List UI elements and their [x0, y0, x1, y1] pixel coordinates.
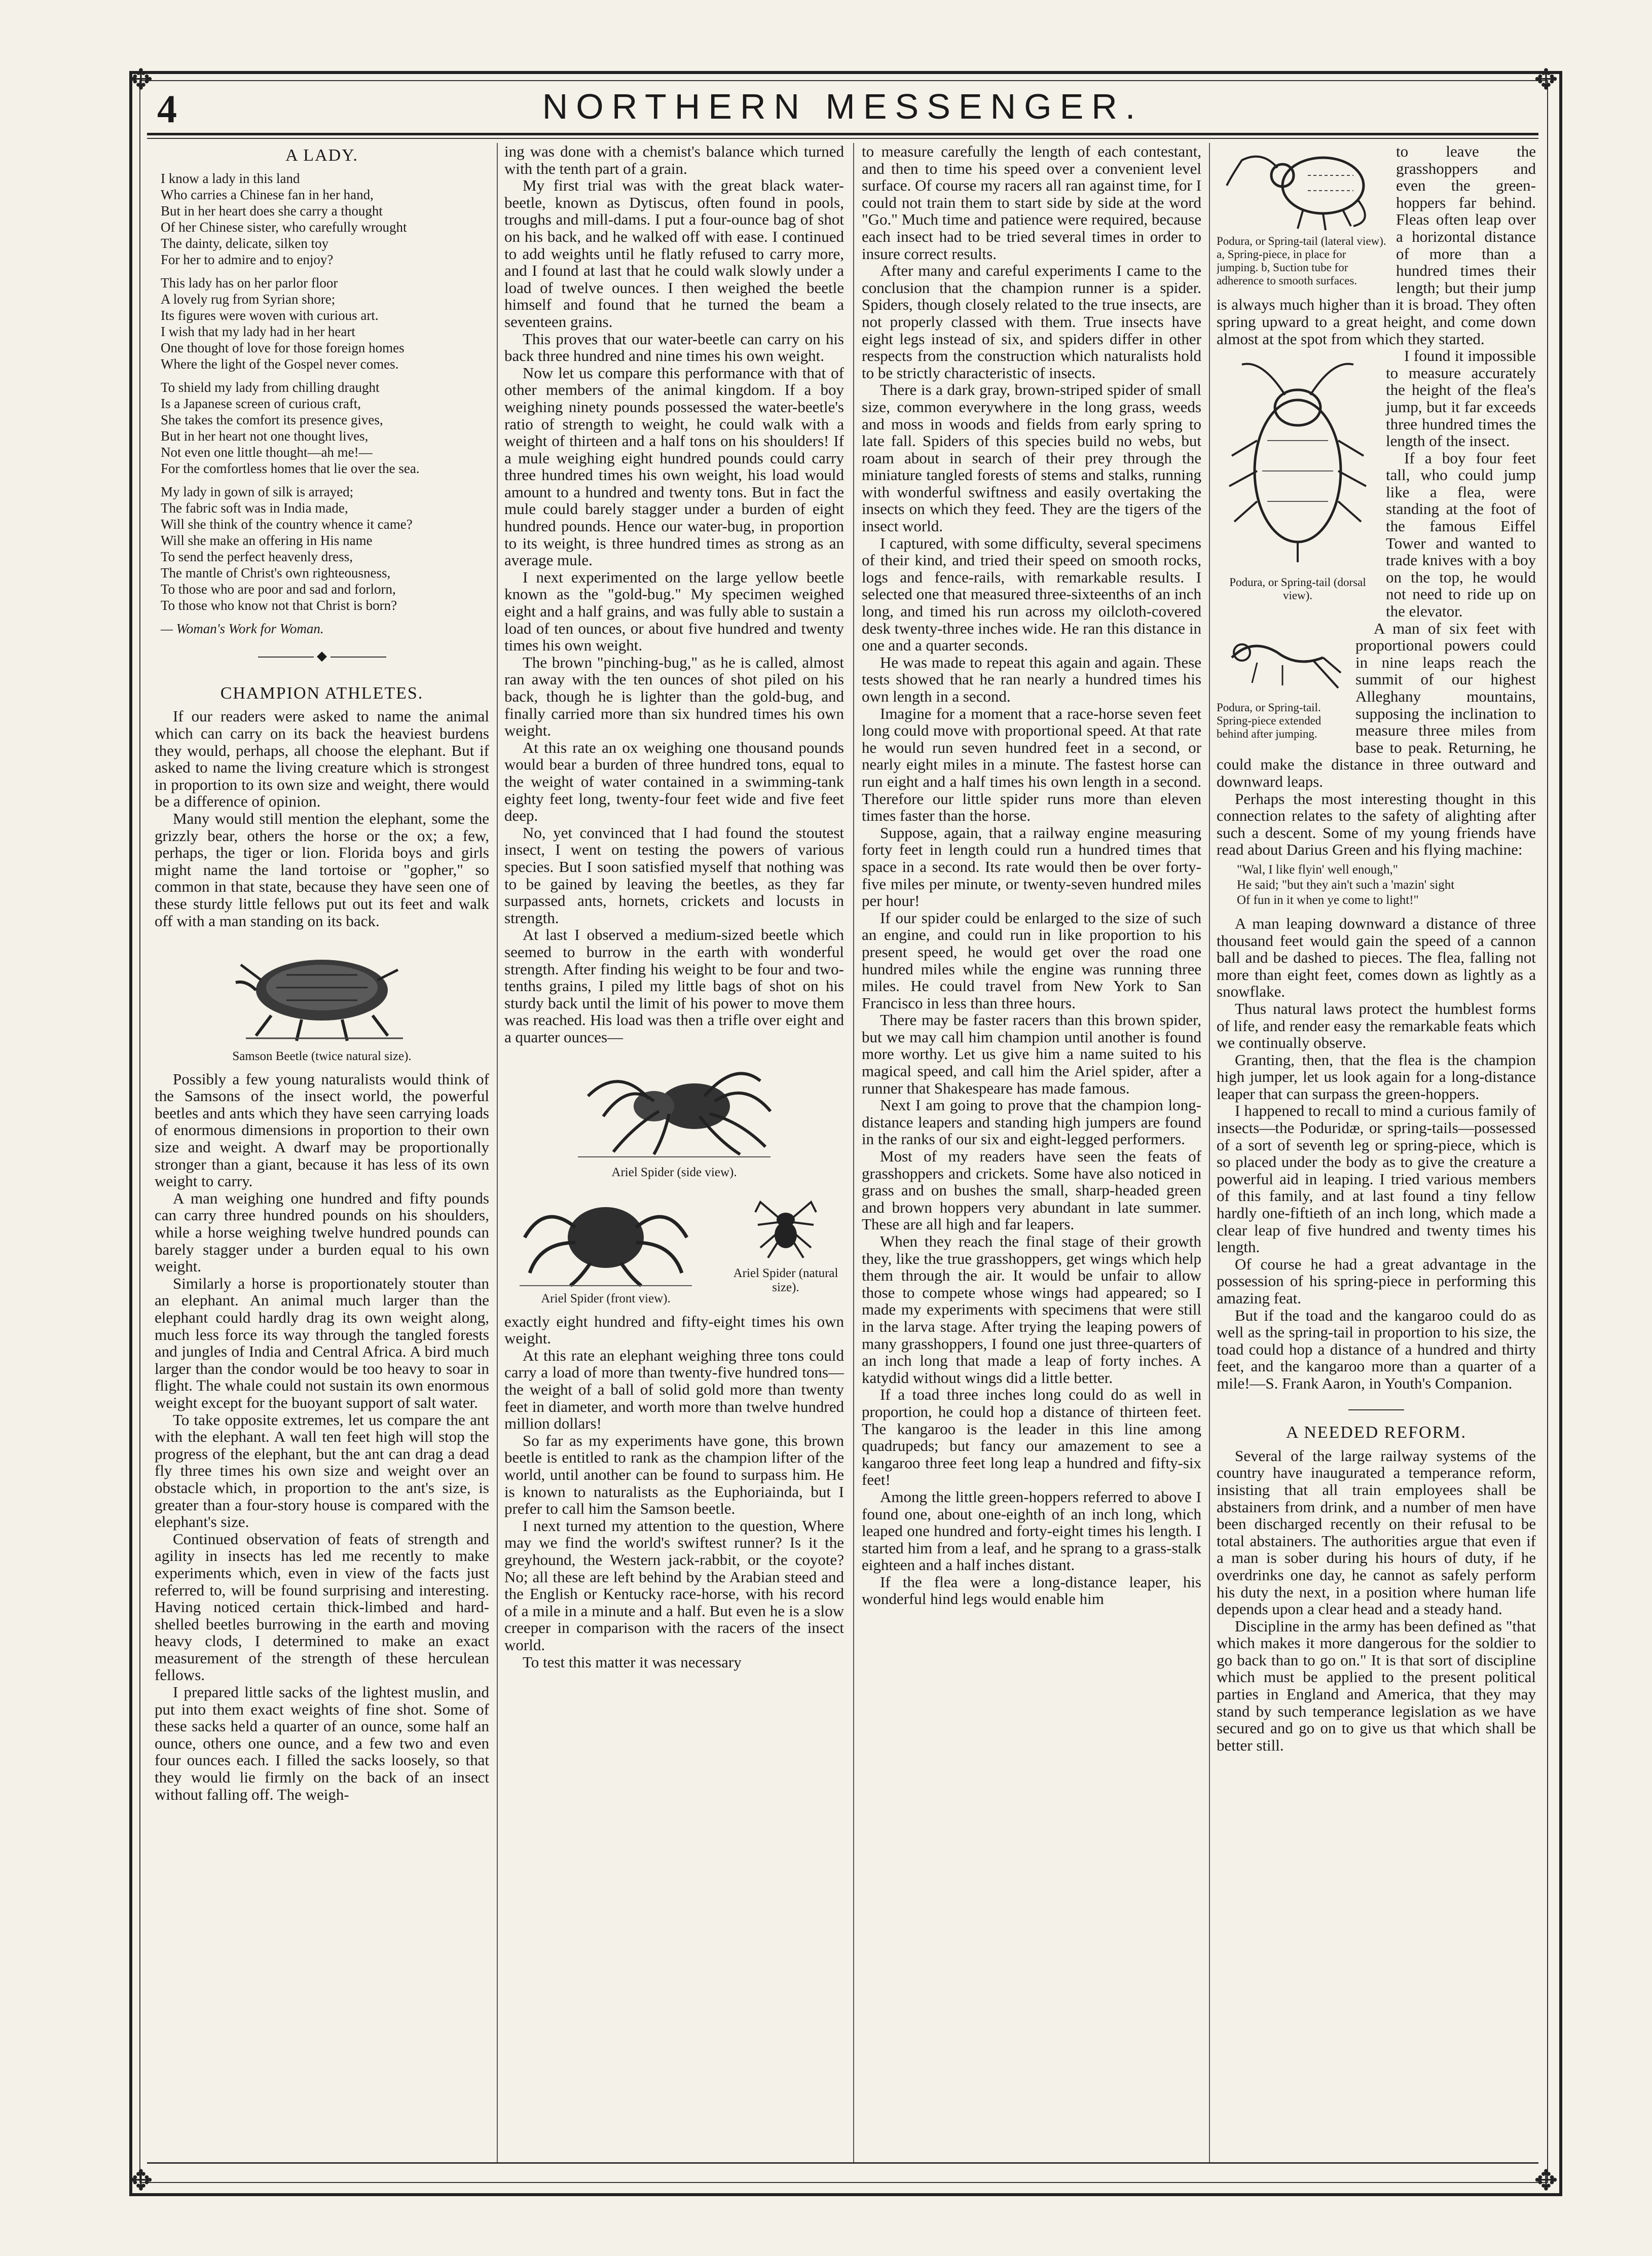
paragraph: But if the toad and the kangaroo could do as well as the spring-tail in proportion to his size, the toad could hop a distance of a hundred and thirty feet, and the kangaroo more than a quarter of a mile!—S. Frank Aaron, in Youth's Companion.: [1217, 1306, 1536, 1392]
paragraph: exactly eight hundred and fifty-eight times his own weight.: [504, 1312, 844, 1348]
quote-line: Of fun in it when ye come to light!": [1237, 893, 1419, 907]
poem-line: But in her heart does she carry a thought: [161, 203, 383, 219]
paragraph: Many would still mention the elephant, some the grizzly bear, others the horse or the ox; a few, perhaps, the tiger or lion. Florida boys and girls might name the land tortoise or "gopher," so common in that state, because they have seen one of these sturdy little fellows put out its feet and walk off with a man standing on its back.: [155, 809, 489, 930]
paragraph: At last I observed a medium-sized beetle which seemed to burrow in the earth with wonderful strength. After finding his weight to be four and two-tenths grains, I piled my little bags of shot on his sturdy back until the limit of his power to move them was reached. His load was then a trifle over eight and a quarter ounces—: [504, 926, 844, 1046]
poem-body: [161, 170, 489, 613]
paragraph: Thus natural laws protect the humblest forms of life, and render easy the remarkable feats which we continually observe.: [1217, 999, 1536, 1052]
paragraph: If our spider could be enlarged to the size of such an engine, and could run in like proportion to his present speed, he would get over the road one hundred miles while the engine was running three miles. He could travel from New York to San Francisco in less than three hours.: [862, 908, 1201, 1012]
ariel-spider-front-figure: [504, 1187, 707, 1306]
paragraph: Next I am going to prove that the champion long-distance leapers and standing high jumpers are found in the ranks of our six and eight-legged performers.: [862, 1096, 1201, 1148]
paragraph: Among the little green-hoppers referred to above I found one, about one-eighth of an inch long, which leaped one hundred and forty-eight times his length. I started him from a leaf, and he sprang to a grass-stalk eighteen and a half inches distant.: [862, 1487, 1201, 1574]
springtail-icon: [1222, 349, 1374, 572]
paragraph: There may be faster racers than this brown spider, but we may call him champion until another is found more worthy. Let us give him a name suited to his magical speed, and call him the Ariel spider, after a runner that Shakespeare has made famous.: [862, 1011, 1201, 1097]
poem-line: I wish that my lady had in her heart: [161, 323, 355, 339]
ariel-spider-side-figure: [504, 1050, 844, 1180]
poem-stanza: [161, 170, 489, 268]
article-title: CHAMPION ATHLETES.: [220, 683, 424, 703]
paragraph: There is a dark gray, brown-striped spider of small size, common everywhere in the long grass, weeds and moss in woods and fields from early spring to late fall. Spiders of this species build no webs, but roam about in search of their prey through the miniature tangled forests of stems and stalks, running with wonderful swiftness and easily overtaking the insects on which they feed. They are the tigers of the insect world.: [862, 381, 1201, 535]
podura-extended-figure: [1217, 622, 1348, 741]
poem-stanza: [161, 484, 489, 613]
bottom-rule: [147, 2162, 1538, 2164]
paragraph: I next experimented on the large yellow beetle known as the "gold-bug." My specimen weighed eight and a half grains, and was fully able to sustain a load of ten ounces, or about five hundred and twenty times his own weight.: [504, 568, 844, 654]
springtail-icon: [1222, 145, 1384, 231]
paragraph: Similarly a horse is proportionately stouter than an elephant. An animal much larger than the elephant could hardly drag its own weight along, much less force its way through the tangled forests and jungles of India and Central Africa. A bird much larger than the condor would be too heavy to soar in flight. The whale could not sustain its own enormous weight except for the buoyant support of salt water.: [155, 1274, 489, 1411]
poem-title: A LADY.: [285, 146, 358, 165]
column-3: [862, 143, 1201, 2163]
paragraph: I prepared little sacks of the lightest muslin, and put into them exact weights of fine shot. Some of these sacks held a quarter of an ounce, some half an ounce, others one ounce, and a few two and even four ounces each. I filled the sacks loosely, so that they would lie firmly on the back of an insect without falling off. The weigh-: [155, 1683, 489, 1803]
paragraph: Several of the large railway systems of the country have inaugurated a temperance reform, insisting that all train employees shall be abstainers from drink, and a number of men have been discharged recently on their refusal to be total abstainers. The authorities argue that even if a man is sober during his hours of duty, if he overdrinks one day, he cannot as safely perform his duty the next, in a position where human life depends upon a clear head and a steady hand.: [1217, 1446, 1536, 1618]
poem-stanza: [161, 379, 489, 477]
springtail-icon: [1222, 622, 1343, 698]
poem-line: To send the perfect heavenly dress,: [161, 549, 353, 564]
paragraph: to leave the grasshoppers and even the green-hoppers far behind. Fleas often leap over a horizontal distance of more than a hundred times their length; but their jump is always much higher than it is broad. They often spring upward to a great height, and come down almost at the spot from which they started.: [1217, 143, 1536, 348]
paragraph: Possibly a few young naturalists would think of the Samsons of the insect world, the powerful beetles and ants which they have seen carrying loads of enormous dimensions in proportion to their own size and weight. A dwarf may be proportionally stronger than a giant, because it has less of its own weight to carry.: [155, 1070, 489, 1190]
page-number: 4: [157, 87, 177, 131]
poem-line: The fabric soft was in India made,: [161, 500, 348, 516]
paragraph: To test this matter it was necessary: [523, 1653, 742, 1671]
paragraph: The brown "pinching-bug," as he is called, almost ran away with the ten ounces of shot piled on his back, though he is lighter than the gold-bug, and finally carried more than six hundred times his own weight.: [504, 653, 844, 740]
column-divider: [1209, 143, 1210, 2163]
podura-lateral-figure: [1217, 145, 1389, 287]
poem-line: For her to admire and to enjoy?: [161, 251, 334, 267]
verse-quote: [1237, 862, 1536, 908]
paragraph: I next turned my attention to the question, Where may we find the world's swiftest runner? Is it the greyhound, the Western jack-rabbit, or the coyote? No; all these are left behind by the Arabian steed and the English or Kentucky race-horse, with his record of a mile in a minute and a half. But even he is a slow creeper in comparison with the racers of the insect world.: [504, 1516, 844, 1654]
corner-ornament-icon: ✥: [1534, 63, 1558, 96]
paragraph: At this rate an ox weighing one thousand pounds would bear a burden of three hundred tons, equal to the weight of water contained in a swimming-tank eighty feet long, twenty-four feet wide and five feet deep.: [504, 738, 844, 825]
ariel-spider-natural-figure: [727, 1187, 844, 1306]
poem-line: Will she make an offering in His name: [161, 532, 373, 548]
poem-line: Where the light of the Gospel never comes.: [161, 356, 399, 372]
section-divider: [1217, 1400, 1536, 1417]
masthead-rule: [147, 138, 1538, 139]
figure-caption: Ariel Spider (natural size).: [733, 1266, 838, 1294]
poem-line: A lovely rug from Syrian shore;: [161, 291, 336, 307]
paragraph: A man weighing one hundred and fifty pounds can carry three hundred pounds on his shoulders, while a horse weighing twelve hundred pounds can barely stagger under a burden equal to his own weight.: [155, 1189, 489, 1276]
paragraph: He was made to repeat this again and again. These tests showed that he ran nearly a hundred times his own length in a second.: [862, 653, 1201, 705]
masthead: [147, 86, 1538, 134]
paragraph: I found it impossible to measure accurately the height of the flea's jump, but it far exceeds three hundred times the length of the insect.: [1386, 347, 1536, 450]
paragraph: No, yet convinced that I had found the stoutest insect, I went on testing the powers of various species. But I soon satisfied myself that nothing was to be gained by leaving the beetles, as they far surpassed ants, hornets, crickets and locusts in strength.: [504, 823, 844, 927]
poem-line: For the comfortless homes that lie over the sea.: [161, 460, 420, 476]
paragraph: ing was done with a chemist's balance which turned with the tenth part of a grain.: [504, 143, 844, 177]
samson-beetle-figure: [155, 934, 489, 1064]
figure-caption: Ariel Spider (front view).: [541, 1291, 671, 1305]
figure-caption: Podura, or Spring-tail (dorsal view).: [1229, 575, 1366, 602]
poem-line: Who carries a Chinese fan in her hand,: [161, 187, 374, 202]
paragraph: Granting, then, that the flea is the champion high jumper, let us look again for a long-distance leaper that can surpass the green-hoppers.: [1217, 1050, 1536, 1103]
paragraph: If the flea were a long-distance leaper, his wonderful hind legs would enable him: [862, 1573, 1201, 1608]
paragraph: Now let us compare this performance with that of other members of the animal kingdom. If a boy weighing ninety pounds possessed the water-beetle's ratio of strength to weight, he could walk with a weight of thirteen and a half tons on his shoulders! If a mule weighing eight hundred pounds could carry three hundred times his own weight, his load would amount to a hundred and twenty tons. But in fact the mule could barely stagger under a burden of eight hundred pounds. Hence our water-bug, in proportion to its weight, is three hundred times as strong as an average mule.: [504, 363, 844, 569]
poem-line: I know a lady in this land: [161, 170, 300, 186]
poem-line: But in her heart not one thought lives,: [161, 428, 369, 444]
poem-line: This lady has on her parlor floor: [161, 275, 338, 290]
quote-line: "Wal, I like flyin' well enough,": [1237, 862, 1398, 877]
paragraph: To take opposite extremes, let us compare the ant with the elephant. A wall ten feet high will stop the progress of the elephant, but the ant can drag a dead fly three times his own size and weight over an obstacle which, in proportion to the ant's size, is greater than a four-story house is compared with the elephant's size.: [155, 1410, 489, 1531]
paragraph: If a boy four feet tall, who could jump like a flea, were standing at the foot of the famous Eiffel Tower and wanted to trade knives with a boy on the top, he would not need to ride up on the elevator.: [1386, 449, 1536, 621]
quote-line: He said; "but they ain't such a 'mazin' sight: [1237, 878, 1455, 892]
poem-line: To those who are poor and sad and forlorn,: [161, 581, 396, 597]
paragraph: to measure carefully the length of each contestant, and then to time his speed over a convenient level surface. Of course my racers all ran against time, for I could not train them to start side by side at the word "Go." Much time and patience were required, because each insect had to be tried several times in order to insure correct results.: [862, 143, 1201, 263]
poem-line: Not even one little thought—ah me!—: [161, 444, 373, 460]
paragraph: I captured, with some difficulty, several specimens of their kind, and tried their speed on smooth rocks, logs and fence-rails, with remarkable results. I selected one that measured three-sixteenths of an inch long, and timed his run across my oilcloth-covered desk twenty-three inches wide. He ran this distance in one and a quarter seconds.: [862, 534, 1201, 654]
paragraph: Continued observation of feats of strength and agility in insects has led me recently to make experiments which, even in view of the facts just referred to, will be found surprising and interesting. Having noticed certain thick-limbed and hard-shelled beetles burrowing in the earth and moving heavy clods, I determined to make an exact measurement of the strength of these herculean fellows.: [155, 1530, 489, 1684]
poem-line: The mantle of Christ's own righteousness,: [161, 565, 391, 580]
column-2: [504, 143, 844, 2163]
column-1: [155, 143, 489, 2163]
poem-line: Will she think of the country whence it came?: [161, 516, 413, 532]
paragraph: My first trial was with the great black water-beetle, known as Dytiscus, often found in pools, troughs and mill-dams. I put a four-ounce bag of shot on his back, and he walked off with ease. I continued to add weights until he flatly refused to carry more, and I found at last that he could walk slowly under a load of twelve ounces. I then weighed the beetle himself and found that he turned the beam a seventeen grains.: [504, 176, 844, 331]
paragraph: A man leaping downward a distance of three thousand feet would gain the speed of a cannon ball and be dashed to pieces. The flea, falling not more than eight feet, comes down as lightly as a snowflake.: [1217, 914, 1536, 1001]
spider-icon: [568, 1050, 781, 1162]
poem-line: My lady in gown of silk is arrayed;: [161, 484, 354, 499]
poem-attribution: — Woman's Work for Woman.: [161, 621, 324, 636]
figure-caption: Podura, or Spring-tail. Spring-piece extended behind after jumping.: [1217, 701, 1321, 741]
newspaper-title: NORTHERN MESSENGER.: [542, 87, 1144, 126]
paragraph: This proves that our water-beetle can carry on his back three hundred and nine times his own weight.: [504, 330, 844, 365]
beetle-icon: [226, 934, 418, 1046]
paragraph: Imagine for a moment that a race-horse seven feet long could move with proportional speed. At that rate he would run seven hundred feet in a second, or nearly eight miles in a minute. The fastest horse can run eight and a half times his own length in a second. Therefore our little spider runs more than eleven times faster than the horse.: [862, 704, 1201, 825]
poem-line: To those who know not that Christ is born?: [161, 597, 397, 613]
spider-figures-row: [504, 1187, 844, 1306]
poem-stanza: [161, 275, 489, 372]
paragraph: At this rate an elephant weighing three tons could carry a load of more than twenty-five hundred tons—the weight of a ball of solid gold more than twenty feet in diameter, and worth more than twelve hundred million dollars!: [504, 1346, 844, 1433]
paragraph: A man of six feet with proportional powers could in nine leaps reach the summit of our highest Alleghany mountains, supposing the inclination to measure three miles from base to peak. Returning, he could make the distance in three outward and downward leaps.: [1217, 619, 1536, 790]
spider-icon: [515, 1187, 697, 1288]
paragraph: When they reach the final stage of their growth they, like the true grasshoppers, get wings which help them through the air. It would be unfair to allow those to compete whose wings had appeared; so I made my experiments with specimens that were still in the larva stage. After trying the leaping powers of many grasshoppers, I found one just three-quarters of an inch long that made a leap of forty inches. A katydid without wings did a little better.: [862, 1232, 1201, 1387]
article-title: A NEEDED REFORM.: [1286, 1423, 1466, 1442]
corner-ornament-icon: ✥: [129, 2164, 153, 2197]
paragraph: If a toad three inches long could do as well in proportion, he could hop a distance of thirteen feet. The kangaroo is the leader in this line among quadrupeds; but fancy our amazement to see a kangaroo three feet long leap a hundred and fifty-six feet!: [862, 1386, 1201, 1489]
paragraph: I happened to recall to mind a curious family of insects—the Poduridæ, or spring-tails—possessed of a sort of seventh leg or spring-piece, which is so placed under the body as to give the creature a powerful aid in leaping. I tried various members of this family, and at last found a tiny fellow hardly one-fiftieth of an inch long, which made a clear leap of five hundred and twenty times his length.: [1217, 1102, 1536, 1256]
spider-icon: [748, 1187, 824, 1263]
corner-ornament-icon: ✥: [1534, 2164, 1558, 2197]
figure-caption: Samson Beetle (twice natural size).: [232, 1049, 412, 1063]
poem-line: To shield my lady from chilling draught: [161, 379, 380, 395]
column-divider: [853, 143, 854, 2163]
paragraph: So far as my experiments have gone, this brown beetle is entitled to rank as the champion lifter of the world, until another can be found to surpass him. He is known to naturalists as the Euphoriainda, but I prefer to call him the Samson beetle.: [504, 1431, 844, 1518]
corner-ornament-icon: ✥: [129, 63, 153, 96]
section-divider: ◆: [155, 647, 489, 665]
poem-line: Its figures were woven with curious art.: [161, 307, 379, 323]
paragraph: Suppose, again, that a railway engine measuring forty feet in length could run a hundred times that space in a second. Its rate would then be over forty-five miles per minute, or twenty-seven hundred miles per hour!: [862, 823, 1201, 910]
poem-line: She takes the comfort its presence gives,: [161, 412, 383, 427]
paragraph: Discipline in the army has been defined as "that which makes it more dangerous for the soldier to go back than to go on." It is that sort of discipline which must be applied to the present political parties in England and America, that they may stand by such temperance legislation as we have secured and go on to give us that which shall be better still.: [1217, 1617, 1536, 1754]
column-4: [1217, 143, 1536, 2163]
paragraph: Most of my readers have seen the feats of grasshoppers and crickets. Some have also noticed in grass and on bushes the small, sharp-headed green and brown hoppers very abundant in late summer. These are all high and far leapers.: [862, 1147, 1201, 1233]
poem-line: Is a Japanese screen of curious craft,: [161, 395, 361, 411]
poem-line: Of her Chinese sister, who carefully wrought: [161, 219, 407, 235]
paragraph: After many and careful experiments I came to the conclusion that the champion runner is a spider. Spiders, though closely related to the true insects, are not properly classed with them. True insects have eight legs instead of six, and spiders differ in other respects from the construction which naturalists hold to be strictly characteristic of insects.: [862, 262, 1201, 382]
poem-line: One thought of love for those foreign homes: [161, 340, 405, 355]
paragraph: If our readers were asked to name the animal which can carry on its back the heaviest burdens they would, perhaps, all choose the elephant. But if asked to name the living creature which is strongest in proportion to its own size and weight, there would be a difference of opinion.: [155, 707, 489, 811]
poem-line: The dainty, delicate, silken toy: [161, 235, 329, 251]
paragraph: Perhaps the most interesting thought in this connection relates to the safety of alighting after such a descent. Some of my young friends have read about Darius Green and his flying machine:: [1217, 789, 1536, 859]
figure-caption: Ariel Spider (side view).: [611, 1166, 737, 1180]
paragraph: Of course he had a great advantage in the possession of his spring-piece in performing this amazing feat.: [1217, 1255, 1536, 1307]
figure-caption: Podura, or Spring-tail (lateral view). a, Spring-piece, in place for jumping. b, Suction tube for adherence to smooth surfaces.: [1217, 234, 1386, 287]
masthead-rule: [147, 133, 1538, 135]
column-divider: [497, 143, 498, 2163]
podura-dorsal-figure: [1217, 349, 1379, 602]
